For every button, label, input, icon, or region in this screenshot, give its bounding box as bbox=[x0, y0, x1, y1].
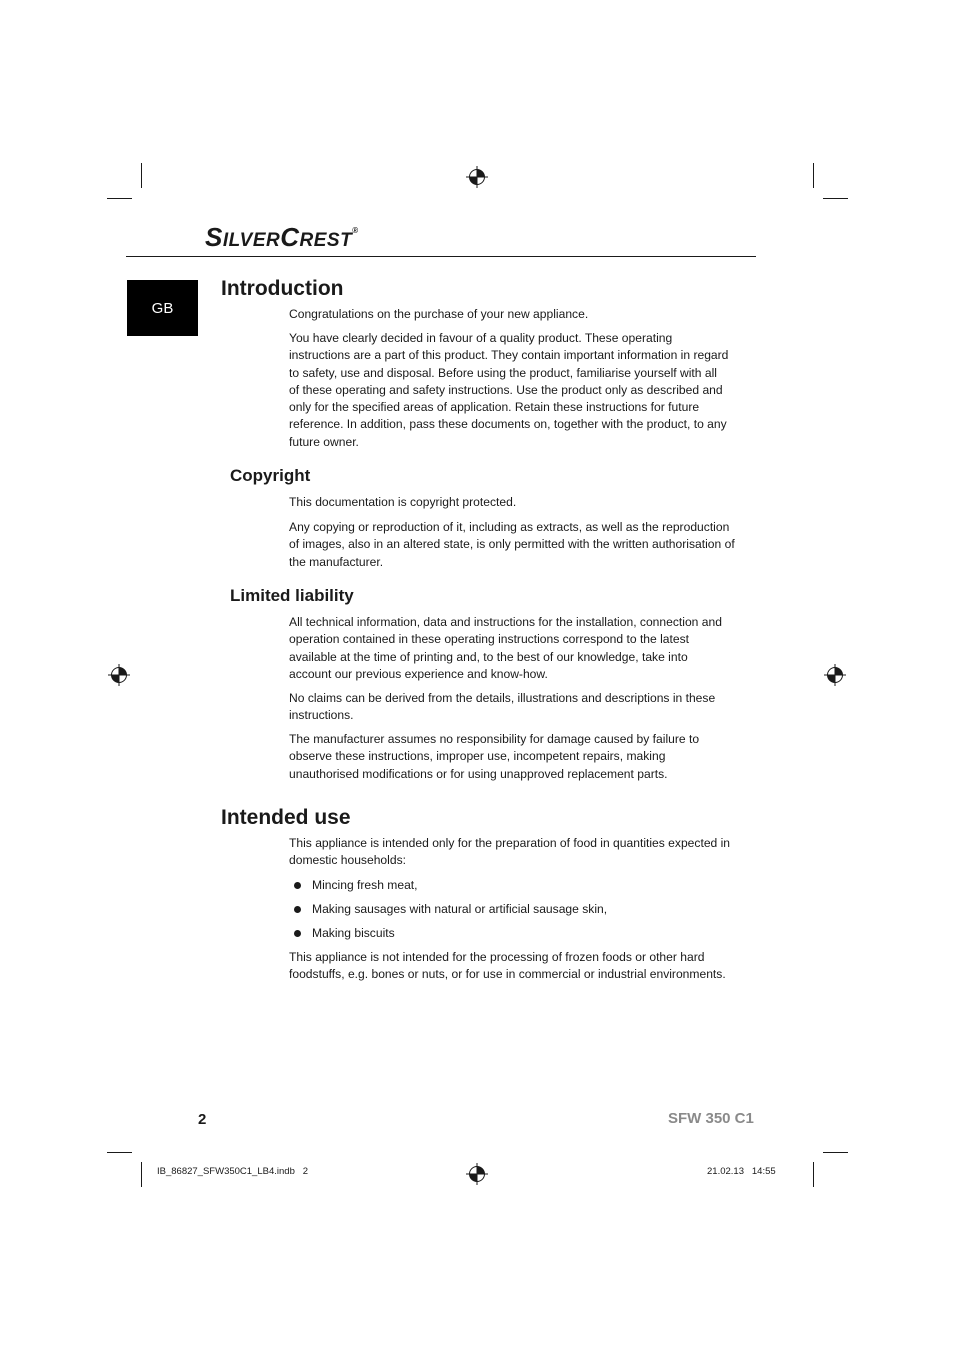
section-title-limited-liability: Limited liability bbox=[230, 586, 354, 605]
bullet-dot-icon bbox=[294, 930, 301, 937]
registration-target-icon bbox=[466, 1163, 488, 1185]
section-title-introduction: Introduction bbox=[221, 277, 344, 300]
section-title-intended-use: Intended use bbox=[221, 806, 351, 829]
liability-paragraph-3: The manufacturer assumes no responsibility for damage caused by failure to observe these instructions, improper use, incompetent repairs, making unauthorised modifications or for using unapproved replacement parts. bbox=[289, 732, 700, 781]
copyright-paragraph-1: This documentation is copyright protected. bbox=[289, 495, 517, 509]
intended-use-paragraph-2: This appliance is not intended for the processing of frozen foods or other hard foodstuffs, e.g. bones or nuts, or for use in commercial or industrial environments. bbox=[289, 950, 726, 982]
liability-paragraph-2: No claims can be derived from the details, illustrations and descriptions in these instructions. bbox=[289, 691, 716, 723]
registration-target-icon bbox=[466, 166, 488, 188]
model-number: SFW 350 C1 bbox=[668, 1110, 754, 1127]
crop-mark bbox=[813, 163, 814, 188]
header-rule bbox=[126, 256, 756, 257]
registration-target-icon bbox=[824, 664, 846, 686]
liability-paragraph-1: All technical information, data and instructions for the installation, connection and operation contained in these operating instructions correspond to the latest available at the time of printing and, to the best of our knowledge, take into account our previous experience and know-how. bbox=[289, 615, 722, 681]
section-title-copyright: Copyright bbox=[230, 466, 311, 485]
bullet-dot-icon bbox=[294, 882, 301, 889]
bullet-dot-icon bbox=[294, 906, 301, 913]
crop-mark bbox=[141, 163, 142, 188]
file-slug: IB_86827_SFW350C1_LB4.indb 2 bbox=[157, 1166, 309, 1177]
copyright-paragraph-2: Any copying or reproduction of it, including as extracts, as well as the reproduction of images, also in an altered state, is only permitted with the written authorisation of the manufacturer. bbox=[289, 520, 735, 569]
intended-use-paragraph-1: This appliance is intended only for the preparation of food in quantities expected in domestic households: bbox=[289, 836, 731, 868]
crop-mark bbox=[823, 198, 848, 199]
silvercrest-logo: SILVERCREST® bbox=[205, 222, 359, 252]
intro-paragraph-1: Congratulations on the purchase of your new appliance. bbox=[289, 307, 589, 321]
date-slug: 21.02.13 14:55 bbox=[707, 1166, 776, 1177]
intro-paragraph-2: You have clearly decided in favour of a quality product. These operating instructions are a part of this product. They contain important information in regard to safety, use and disposal. Before using the product, familiarise yourself with all of these operating and safety instructions. Use the product only as described and only for the specified areas of application. Retain these instructions for future reference. In addition, pass these documents on, together with the product, to any future owner. bbox=[289, 331, 729, 449]
page-number: 2 bbox=[198, 1111, 207, 1128]
language-tab: GB bbox=[127, 280, 198, 336]
crop-mark bbox=[107, 198, 132, 199]
registration-target-icon bbox=[108, 664, 130, 686]
crop-mark bbox=[141, 1162, 142, 1187]
crop-mark bbox=[107, 1152, 132, 1153]
crop-mark bbox=[823, 1152, 848, 1153]
crop-mark bbox=[813, 1162, 814, 1187]
